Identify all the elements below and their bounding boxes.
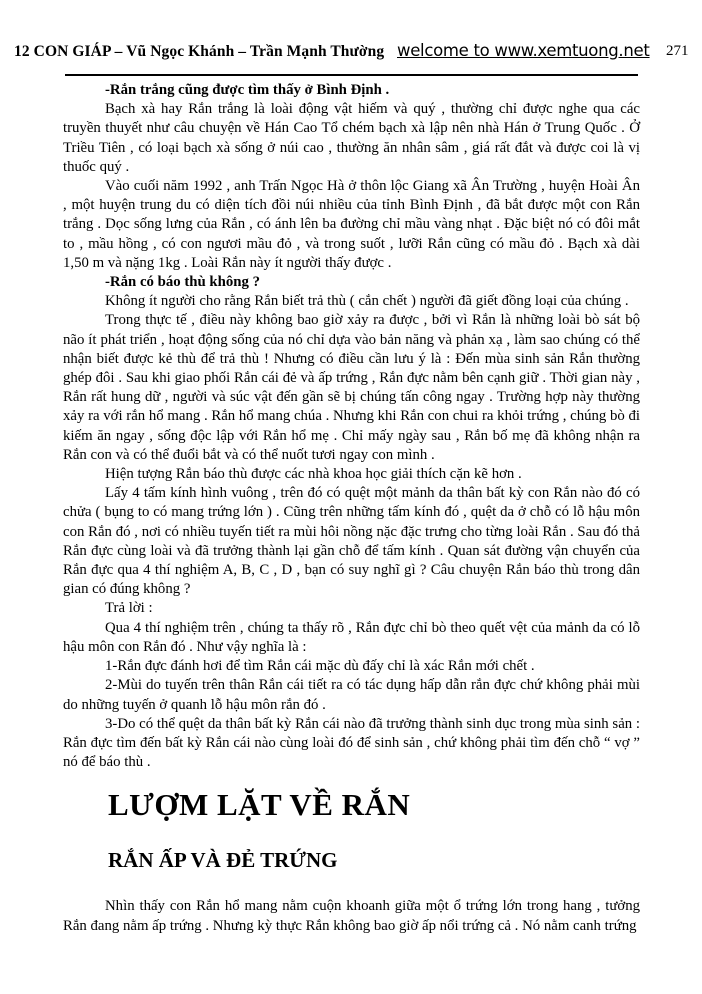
header-divider — [65, 74, 638, 76]
section-heading: LƯỢM LẶT VỀ RẮN — [108, 787, 411, 823]
paragraph: Không ít người cho rằng Rắn biết trả thù ( cắn chết ) người đã giết đồng loại của chúng . — [105, 293, 629, 310]
body-paragraphs — [63, 81, 640, 772]
paragraph: Hiện tượng Rắn báo thù được các nhà khoa học giải thích cặn kẽ hơn . — [105, 466, 522, 483]
paragraph-bold-lead: -Rắn trắng cũng được tìm thấy ở Bình Định . — [105, 82, 390, 98]
paragraph: Qua 4 thí nghiệm trên , chúng ta thấy rõ , Rắn đực chỉ bò theo quết vệt của mảnh da có lỗ hậu môn con Rắn đó . Như vậy nghĩa là : — [63, 619, 640, 655]
closing-paragraph: Nhìn thấy con Rắn hổ mang nằm cuộn khoanh giữa một ổ trứng lớn trong hang , tưởng Rắn đang nằm ấp trứng . Nhưng kỳ thực Rắn không bao giờ ấp nổi trứng cả . Nó nằm canh trứng — [63, 898, 640, 934]
paragraph: 1-Rắn đực đánh hơi để tìm Rắn cái mặc dù đấy chỉ là xác Rắn mới chết . — [105, 658, 535, 675]
page-number: 271 — [666, 43, 689, 59]
paragraph: Trả lời : — [105, 600, 153, 617]
paragraph-bold-lead: -Rắn có báo thù không ? — [105, 274, 260, 291]
header-book-title: 12 CON GIÁP – Vũ Ngọc Khánh – Trần Mạnh Thường — [14, 43, 385, 60]
paragraph: Vào cuối năm 1992 , anh Trấn Ngọc Hà ở thôn lộc Giang xã Ân Trường , huyện Hoài Ân , một huyện trung du có diện tích đồi núi nhiều của tỉnh Bình Định , đã bắt được một con Rắn trắng . Dọc sống lưng của Rắn , có ánh lên ba đường chỉ mầu vàng nhạt . Đặc biệt nó có đôi mắt to , mầu hồng , có con ngươi mầu đỏ , và trong suốt , lưỡi Rắn cũng có mầu đỏ . Bạch xà dài 1,50 m và nặng 1kg . Loài Rắn này ít người thấy được . — [63, 178, 640, 271]
header-website-link[interactable]: welcome to www.xemtuong.net — [397, 41, 650, 60]
page-content — [63, 81, 640, 936]
paragraph: Trong thực tế , điều này không bao giờ xảy ra được , bởi vì Rắn là những loài bò sát bộ não ít phát triển , hoạt động sống của nó chỉ dựa vào bản năng và phản xạ , làm sao chúng có thể nhận biết được kẻ thù để trả thù ! Nhưng có điều cần lưu ý là : Đến mùa sinh sản Rắn thường ghép đôi . Sau khi giao phối Rắn cái đẻ và ấp trứng , Rắn đực nằm bên cạnh giữ . Thời gian này , Rắn rất hung dữ , người và súc vật đến gần sẽ bị chúng tấn công ngay . Trường hợp này thường xảy ra với rắn hổ mang . Rắn hổ mang chúa . Nhưng khi Rắn con chui ra khỏi trứng , chúng bò đi kiếm ăn ngay , sống độc lập với Rắn hổ mẹ . Chỉ mấy ngày sau , Rắn bố mẹ đã không nhận ra Rắn con và có thể đuổi bắt và có thể nuốt tươi ngay con mình . — [63, 312, 640, 463]
paragraph: Bạch xà hay Rắn trắng là loài động vật hiếm và quý , thường chỉ được nghe qua các truyền thuyết như câu chuyện về Hán Cao Tổ chém bạch xà lập nên nhà Hán ở Trung Quốc . Ở Triều Tiên , có loại bạch xà sống ở núi cao , thường ăn nhân sâm , giá rất đắt và được coi là vị thuốc quý . — [63, 101, 640, 175]
subsection-heading: RẮN ẤP VÀ ĐẺ TRỨNG — [108, 848, 338, 873]
paragraph: 3-Do có thể quệt da thân bất kỳ Rắn cái nào đã trưởng thành sinh dục trong mùa sinh sản : Rắn đực tìm đến bất kỳ Rắn cái nào cùng loài đó để sinh sản , chứ không phải tìm đến chỗ “ vợ ” nó để báo thù . — [63, 715, 640, 771]
paragraph: Lấy 4 tấm kính hình vuông , trên đó có quệt một mảnh da thân bất kỳ con Rắn nào đó có chửa ( bụng to có mang trứng lớn ) . Cũng trên những tấm kính đó , quệt da ở chỗ có lỗ hậu môn con Rắn đó , nơi có nhiều tuyến tiết ra mùi hôi nồng nặc đặc trưng cho từng loài Rắn . Sau đó thả Rắn đực cùng loài và đã trưởng thành lại gần chỗ để tấm kính . Quan sát đường vận chuyển của Rắn đực qua 4 thí nghiệm A, B, C , D , bạn có suy nghĩ gì ? Câu chuyện Rắn báo thù trong dân gian có đúng không ? — [63, 485, 640, 598]
paragraph: 2-Mùi do tuyến trên thân Rắn cái tiết ra có tác dụng hấp dẫn rắn đực chứ không phải mùi do những tuyến ở quanh lỗ hậu môn rắn đó . — [63, 677, 640, 713]
